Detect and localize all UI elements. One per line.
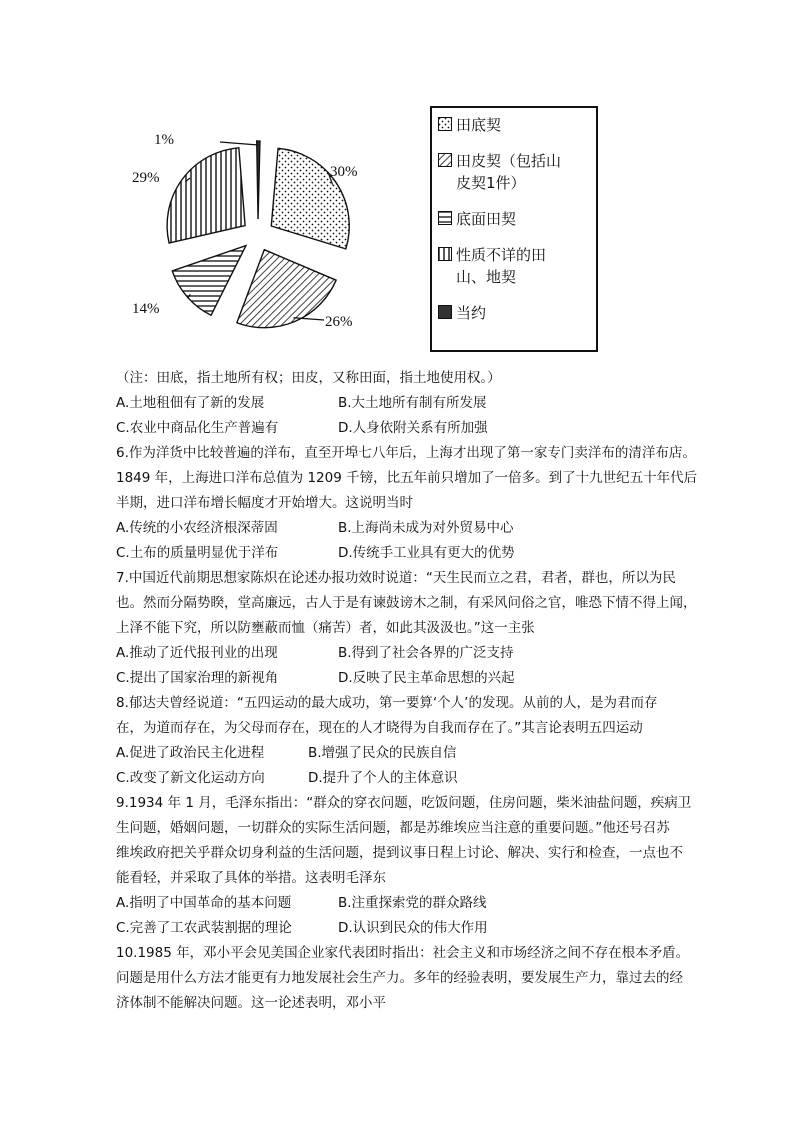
slice-label-vertical: 29%	[132, 170, 160, 186]
slice-label-dots: 30%	[330, 164, 358, 180]
pie-slice-vertical	[167, 148, 245, 243]
q6-option-b[interactable]: B.上海尚未成为对外贸易中心	[338, 520, 514, 536]
pie-legend	[430, 106, 598, 352]
q9-stem-line: 维埃政府把关乎群众切身利益的生活问题，提到议事日程上讨论、解决、实行和检查，一点也不	[116, 845, 683, 861]
q5-options-row2	[116, 416, 706, 441]
q7-option-c[interactable]: C.提出了国家治理的新视角	[116, 670, 279, 686]
pie-slice-solid	[257, 141, 260, 219]
q9-option-a[interactable]: A.指明了中国革命的基本问题	[116, 895, 292, 911]
q9-option-c[interactable]: C.完善了工农武装割据的理论	[116, 920, 292, 936]
q8-option-d[interactable]: D.提升了个人的主体意识	[308, 770, 458, 786]
q6-stem-line: 半期，进口洋布增长幅度才开始增大。这说明当时	[116, 495, 413, 511]
q8-options-row1	[116, 741, 706, 766]
legend-label: 底面田契	[456, 210, 517, 228]
q7-option-b[interactable]: B.得到了社会各界的广泛支持	[338, 645, 514, 661]
q10-stem-line: 10.1985 年，邓小平会见美国企业家代表团时指出：社会主义和市场经济之间不存在根本矛盾。	[116, 945, 690, 961]
q8-stem-line: 在，为道而存在，为父母而存在，现在的人才晓得为自我而存在了。”其言论表明五四运动	[116, 720, 643, 736]
q8-option-a[interactable]: A.促进了政治民主化进程	[116, 745, 265, 761]
pie-slice-diagonal	[237, 250, 336, 328]
q7-stem-line: 上泽不能下究，所以防壅蔽而恤（痛苦）者，如此其汲汲也。”这一主张	[116, 620, 535, 636]
q7-options-row1	[116, 641, 706, 666]
q6-options-row2	[116, 541, 706, 566]
q6-options-row1	[116, 516, 706, 541]
q9-option-b[interactable]: B.注重探索党的群众路线	[338, 895, 487, 911]
q7-options-row2	[116, 666, 706, 691]
legend-swatch-dots	[438, 117, 452, 131]
legend-item-solid	[438, 302, 590, 324]
q6-option-d[interactable]: D.传统手工业具有更大的优势	[338, 545, 515, 561]
q5-option-d[interactable]: D.人身依附关系有所加强	[338, 420, 488, 436]
q5-option-a[interactable]: A.土地租佃有了新的发展	[116, 395, 265, 411]
legend-item-diagonal	[438, 150, 590, 194]
q9-stem-line: 生问题，婚姻问题，一切群众的实际生活问题，都是苏维埃应当注意的重要问题。”他还号召苏	[116, 820, 670, 836]
q6-option-a[interactable]: A.传统的小农经济根深蒂固	[116, 520, 278, 536]
q8-option-c[interactable]: C.改变了新文化运动方向	[116, 770, 265, 786]
q9-options-row1	[116, 891, 706, 916]
legend-label: 田皮契（包括山 皮契1件）	[456, 152, 562, 192]
q9-option-d[interactable]: D.认识到民众的伟大作用	[338, 920, 488, 936]
q5-option-c[interactable]: C.农业中商品化生产普遍有	[116, 420, 279, 436]
q7-stem-line: 也。然而分隔势睽，堂高廉远，古人于是有谏鼓谤木之制，有采风问俗之官，唯恐下情不得上闻，	[116, 595, 697, 611]
slice-label-diagonal: 26%	[325, 314, 353, 330]
q6-stem-line: 1849 年，上海进口洋布总值为 1209 千镑，比五年前只增加了一倍多。到了十九世纪五十年代后	[116, 470, 698, 486]
legend-label: 当约	[456, 304, 487, 322]
q7-option-a[interactable]: A.推动了近代报刊业的出现	[116, 645, 278, 661]
q5-option-b[interactable]: B.大土地所有制有所发展	[338, 395, 487, 411]
slice-label-solid: 1%	[154, 132, 174, 148]
q10-stem-line: 济体制不能解决问题。这一论述表明，邓小平	[116, 995, 386, 1011]
q8-option-b[interactable]: B.增强了民众的民族自信	[308, 745, 457, 761]
q9-options-row2	[116, 916, 706, 941]
legend-swatch-solid	[438, 305, 452, 319]
q8-options-row2	[116, 766, 706, 791]
legend-label: 田底契	[456, 116, 502, 134]
q7-stem-line: 7.中国近代前期思想家陈炽在论述办报功效时说道：“天生民而立之君，君者，群也，所以为民	[116, 570, 676, 586]
q10-stem-line: 问题是用什么方法才能更有力地发展社会生产力。多年的经验表明，要发展生产力，靠过去的经	[116, 970, 683, 986]
figure-note: （注：田底，指土地所有权；田皮，又称田面，指土地使用权。）	[116, 370, 501, 386]
legend-swatch-vertical	[438, 247, 452, 261]
pie-slice-horizontal	[172, 246, 246, 316]
pie-figure	[110, 100, 610, 360]
legend-item-horizontal	[438, 208, 590, 230]
q7-option-d[interactable]: D.反映了民主革命思想的兴起	[338, 670, 515, 686]
slice-label-horizontal: 14%	[132, 301, 160, 317]
q6-stem-line: 6.作为洋货中比较普遍的洋布，直至开埠七八年后，上海才出现了第一家专门卖洋布的清洋布店。	[116, 445, 696, 461]
legend-label: 性质不详的田 山、地契	[456, 246, 547, 286]
q8-stem-line: 8.郁达夫曾经说道：“五四运动的最大成功，第一要算‘个人’的发现。从前的人，是为君而存	[116, 695, 658, 711]
q9-stem-line: 能看轻，并采取了具体的举措。这表明毛泽东	[116, 870, 386, 886]
legend-item-vertical	[438, 244, 590, 288]
q9-stem-line: 9.1934 年 1 月，毛泽东指出：“群众的穿衣问题，吃饭问题，住房问题，柴米油盐问题，疾病卫	[116, 795, 692, 811]
question-text	[116, 366, 706, 1016]
q6-option-c[interactable]: C.土布的质量明显优于洋布	[116, 545, 279, 561]
leader-line-solid	[220, 142, 258, 145]
legend-swatch-horizontal	[438, 211, 452, 225]
legend-swatch-diagonal	[438, 153, 452, 167]
q5-options-row1	[116, 391, 706, 416]
legend-item-dots	[438, 114, 590, 136]
